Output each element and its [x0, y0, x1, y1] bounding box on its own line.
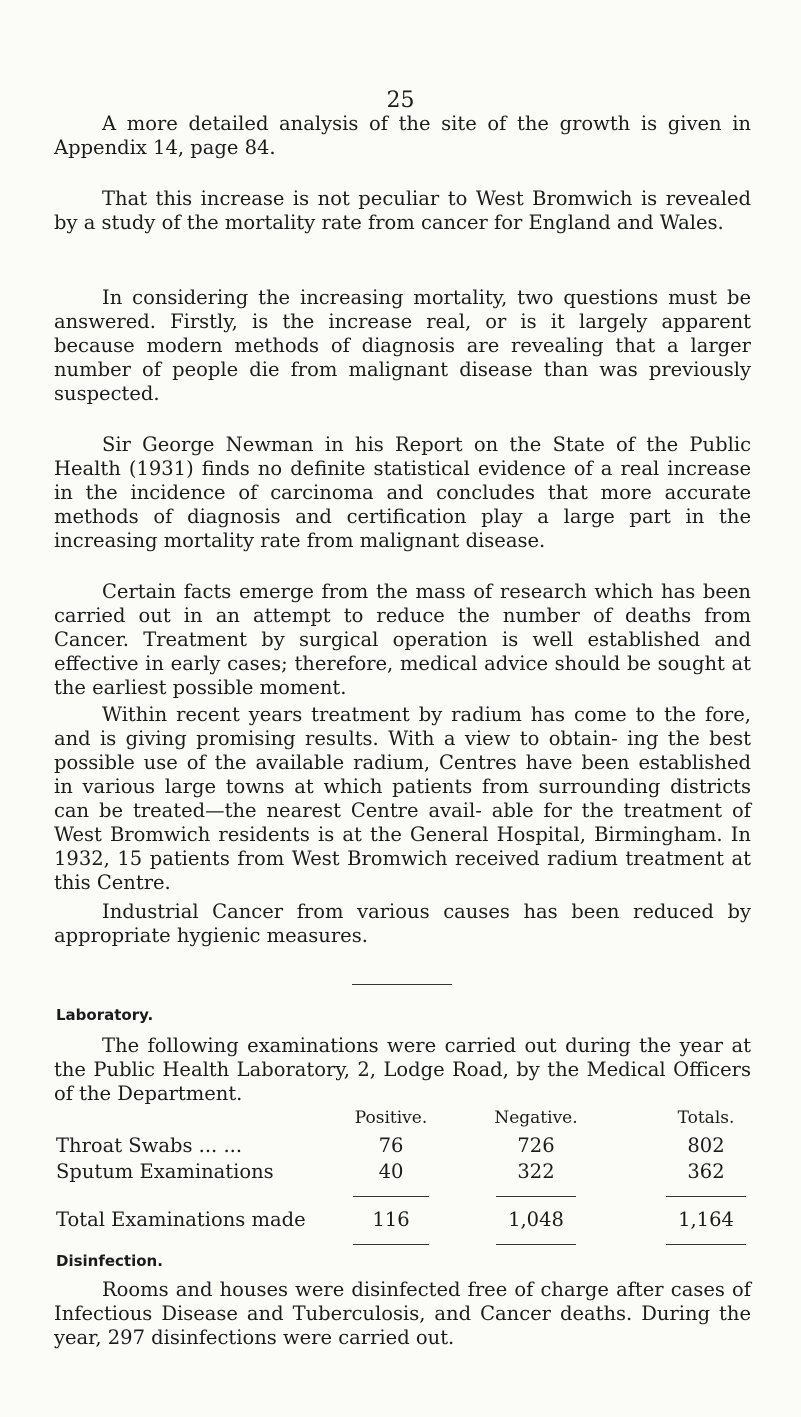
table-header-row: [56, 1108, 756, 1134]
cell-negative: 726: [517, 1134, 555, 1157]
table-row: [56, 1134, 756, 1160]
rule-negative-top: [496, 1196, 576, 1197]
table-total-row: [56, 1208, 756, 1234]
rule-total-top: [666, 1196, 746, 1197]
header-negative: Negative.: [494, 1108, 578, 1128]
cell-total: 362: [687, 1160, 725, 1183]
cell-total: 802: [687, 1134, 725, 1157]
header-totals: Totals.: [677, 1108, 735, 1128]
paragraph-england-wales: That this increase is not peculiar to West Bromwich is revealed by a study of the mortality rate from cancer for England and Wales.: [54, 187, 751, 234]
disinfection-heading: Disinfection.: [56, 1252, 163, 1270]
page-number: 25: [386, 88, 415, 113]
cell-positive: 40: [378, 1160, 404, 1183]
rule-positive-bottom: [353, 1244, 429, 1245]
paragraph-industrial-cancer: Industrial Cancer from various causes has been reduced by appropriate hygienic measures.: [54, 900, 751, 947]
section-divider: [352, 984, 452, 985]
paragraph-increasing-mortality: In considering the increasing mortality, two questions must be answered. Firstly, is the increase real, or is it largely apparent because modern methods of diagnosis are revealing that a larger number of people die from malignant disease than was previously suspected.: [54, 286, 751, 405]
total-positive: 116: [372, 1208, 410, 1231]
disinfection-text: Rooms and houses were disinfected free of charge after cases of Infectious Disease and Tuberculosis, and Cancer deaths. During the year, 297 disinfections were carried out.: [54, 1278, 751, 1349]
cell-negative: 322: [517, 1160, 555, 1183]
laboratory-heading: Laboratory.: [56, 1006, 154, 1024]
laboratory-intro: The following examinations were carried out during the year at the Public Health Laboratory, 2, Lodge Road, by the Medical Officers of the Department.: [54, 1034, 751, 1105]
paragraph-research-facts: Certain facts emerge from the mass of research which has been carried out in an attempt to reduce the number of deaths from Cancer. Treatment by surgical operation is well established and effective in early cases; therefore, medical advice should be sought at the earliest possible moment.: [54, 580, 751, 699]
paragraph-george-newman: Sir George Newman in his Report on the State of the Public Health (1931) finds no definite statistical evidence of a real increase in the incidence of carcinoma and concludes that more accurate methods of diagnosis and certification play a large part in the increasing mortality rate from malignant disease.: [54, 433, 751, 552]
paragraph-appendix: A more detailed analysis of the site of the growth is given in Appendix 14, page 84.: [54, 112, 751, 159]
cell-positive: 76: [378, 1134, 404, 1157]
table-row: [56, 1160, 756, 1186]
total-total: 1,164: [678, 1208, 734, 1231]
total-row-label: Total Examinations made: [56, 1208, 306, 1231]
row-label: Sputum Examinations: [56, 1160, 274, 1183]
total-negative: 1,048: [508, 1208, 564, 1231]
header-positive: Positive.: [354, 1108, 428, 1128]
rule-total-bottom: [666, 1244, 746, 1245]
rule-negative-bottom: [496, 1244, 576, 1245]
rule-positive-top: [353, 1196, 429, 1197]
paragraph-radium: Within recent years treatment by radium has come to the fore, and is giving promising results. With a view to obtain- ing the best possible use of the available radium, Centres have been established in various large towns at which patients from surrounding districts can be treated—the nearest Centre avail- able for the treatment of West Bromwich residents is at the General Hospital, Birmingham. In 1932, 15 patients from West Bromwich received radium treatment at this Centre.: [54, 703, 751, 894]
row-label: Throat Swabs ... ...: [56, 1134, 243, 1157]
